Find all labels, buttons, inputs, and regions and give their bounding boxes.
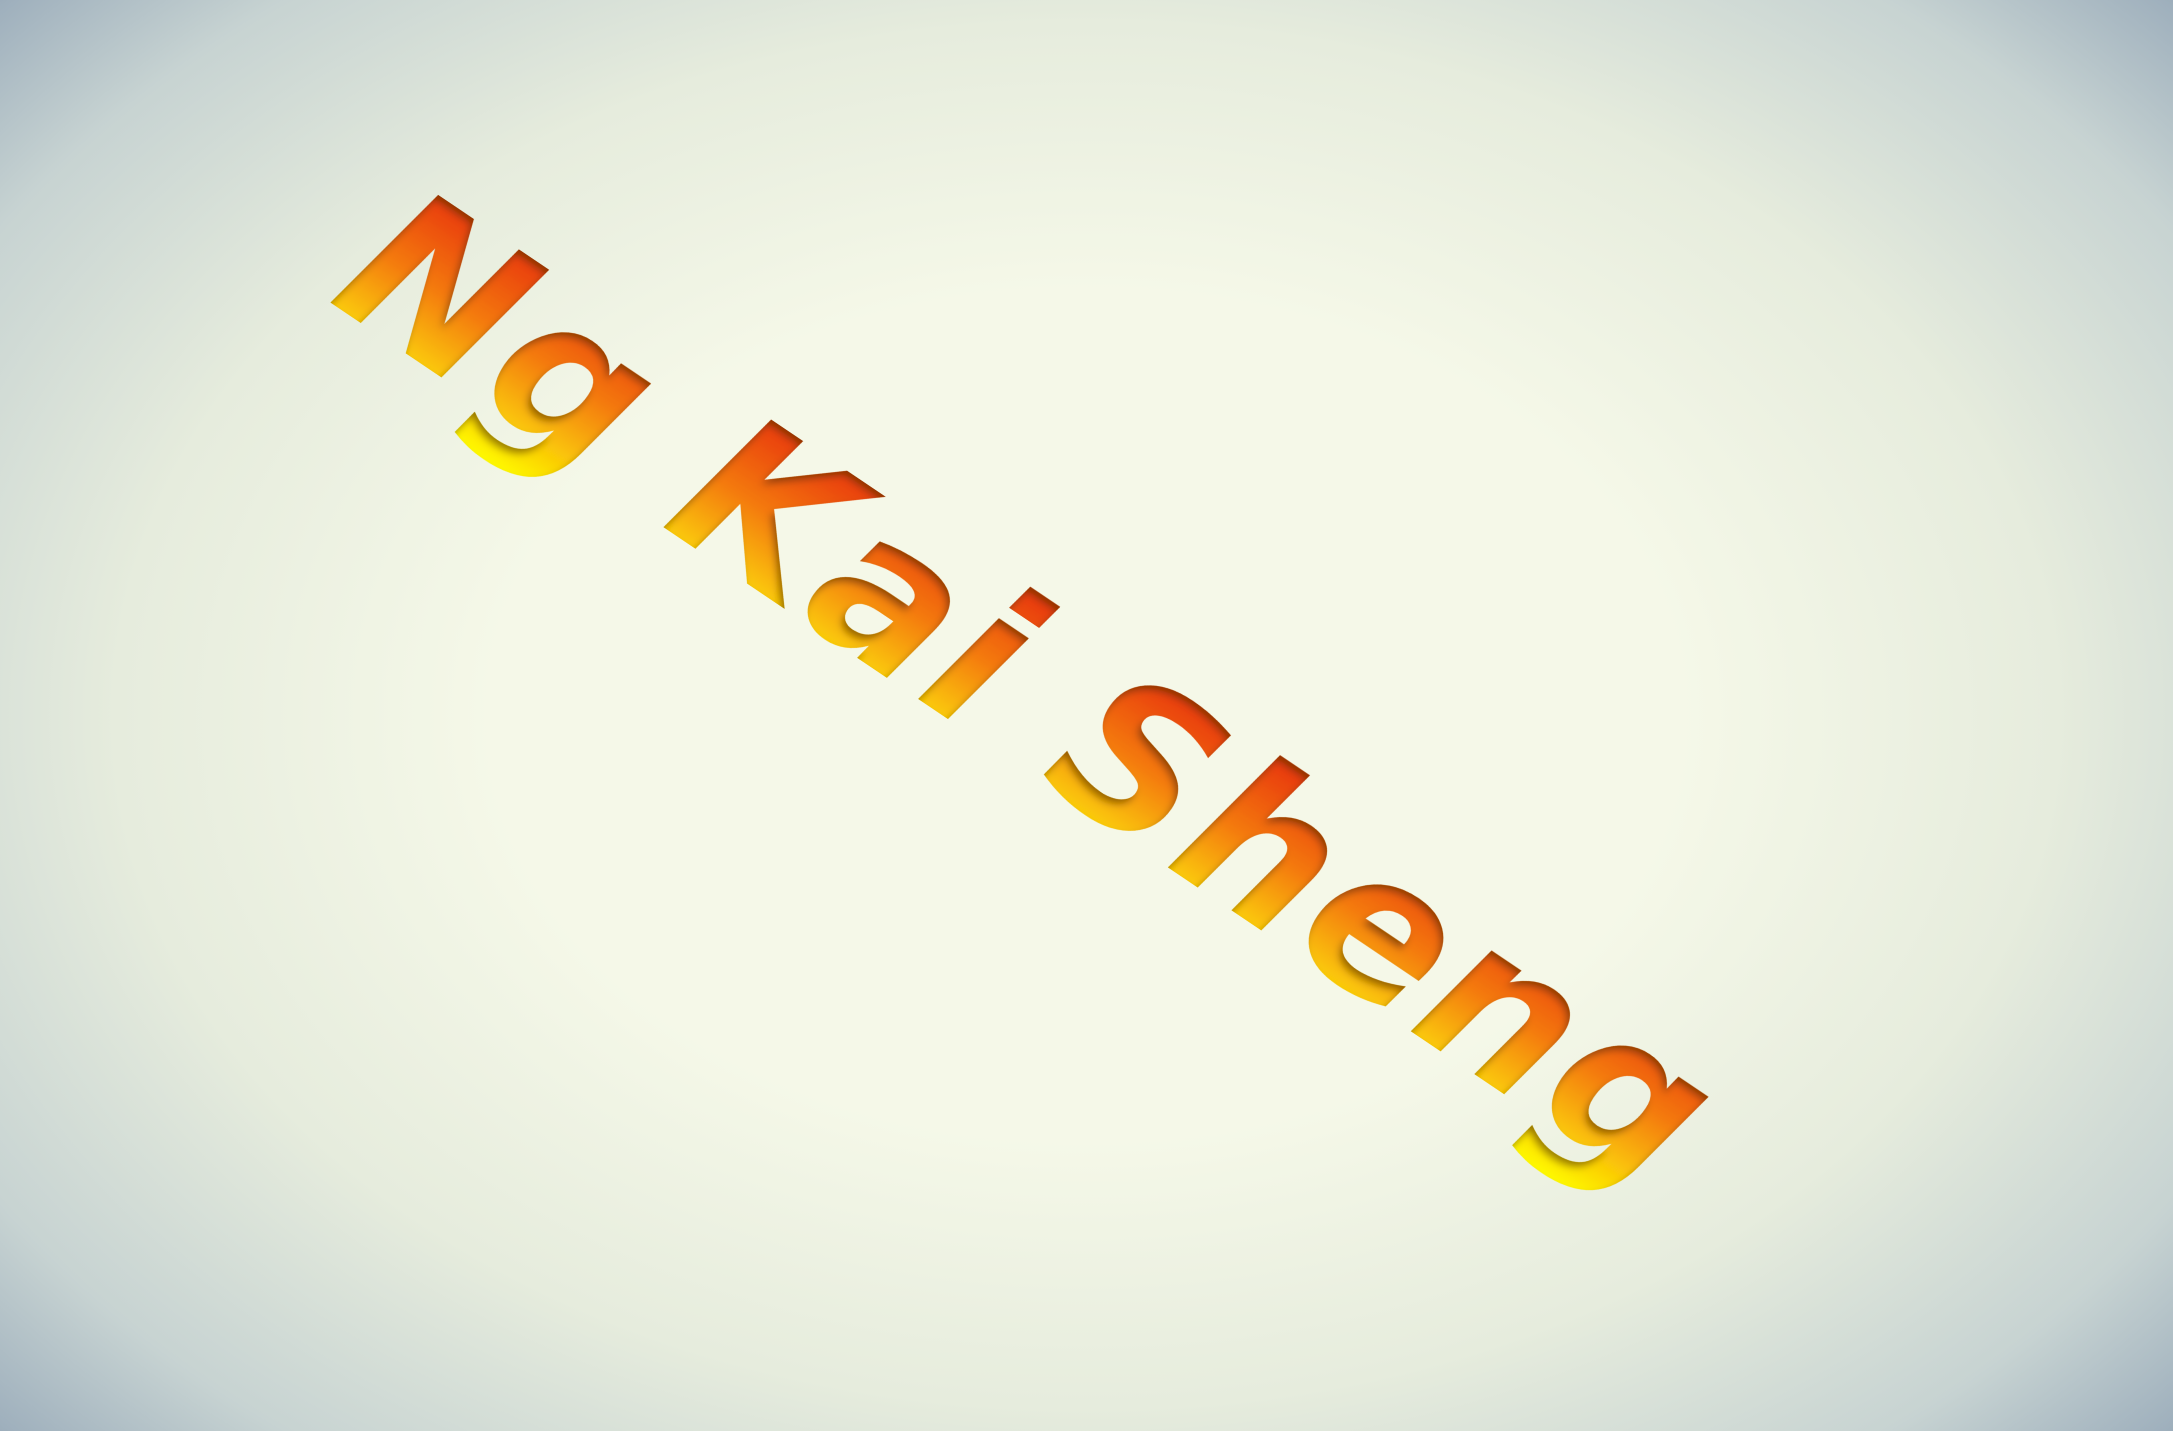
title-graphic [299,132,1761,1247]
name-title-text: Ng Kai Sheng [299,143,1761,1237]
